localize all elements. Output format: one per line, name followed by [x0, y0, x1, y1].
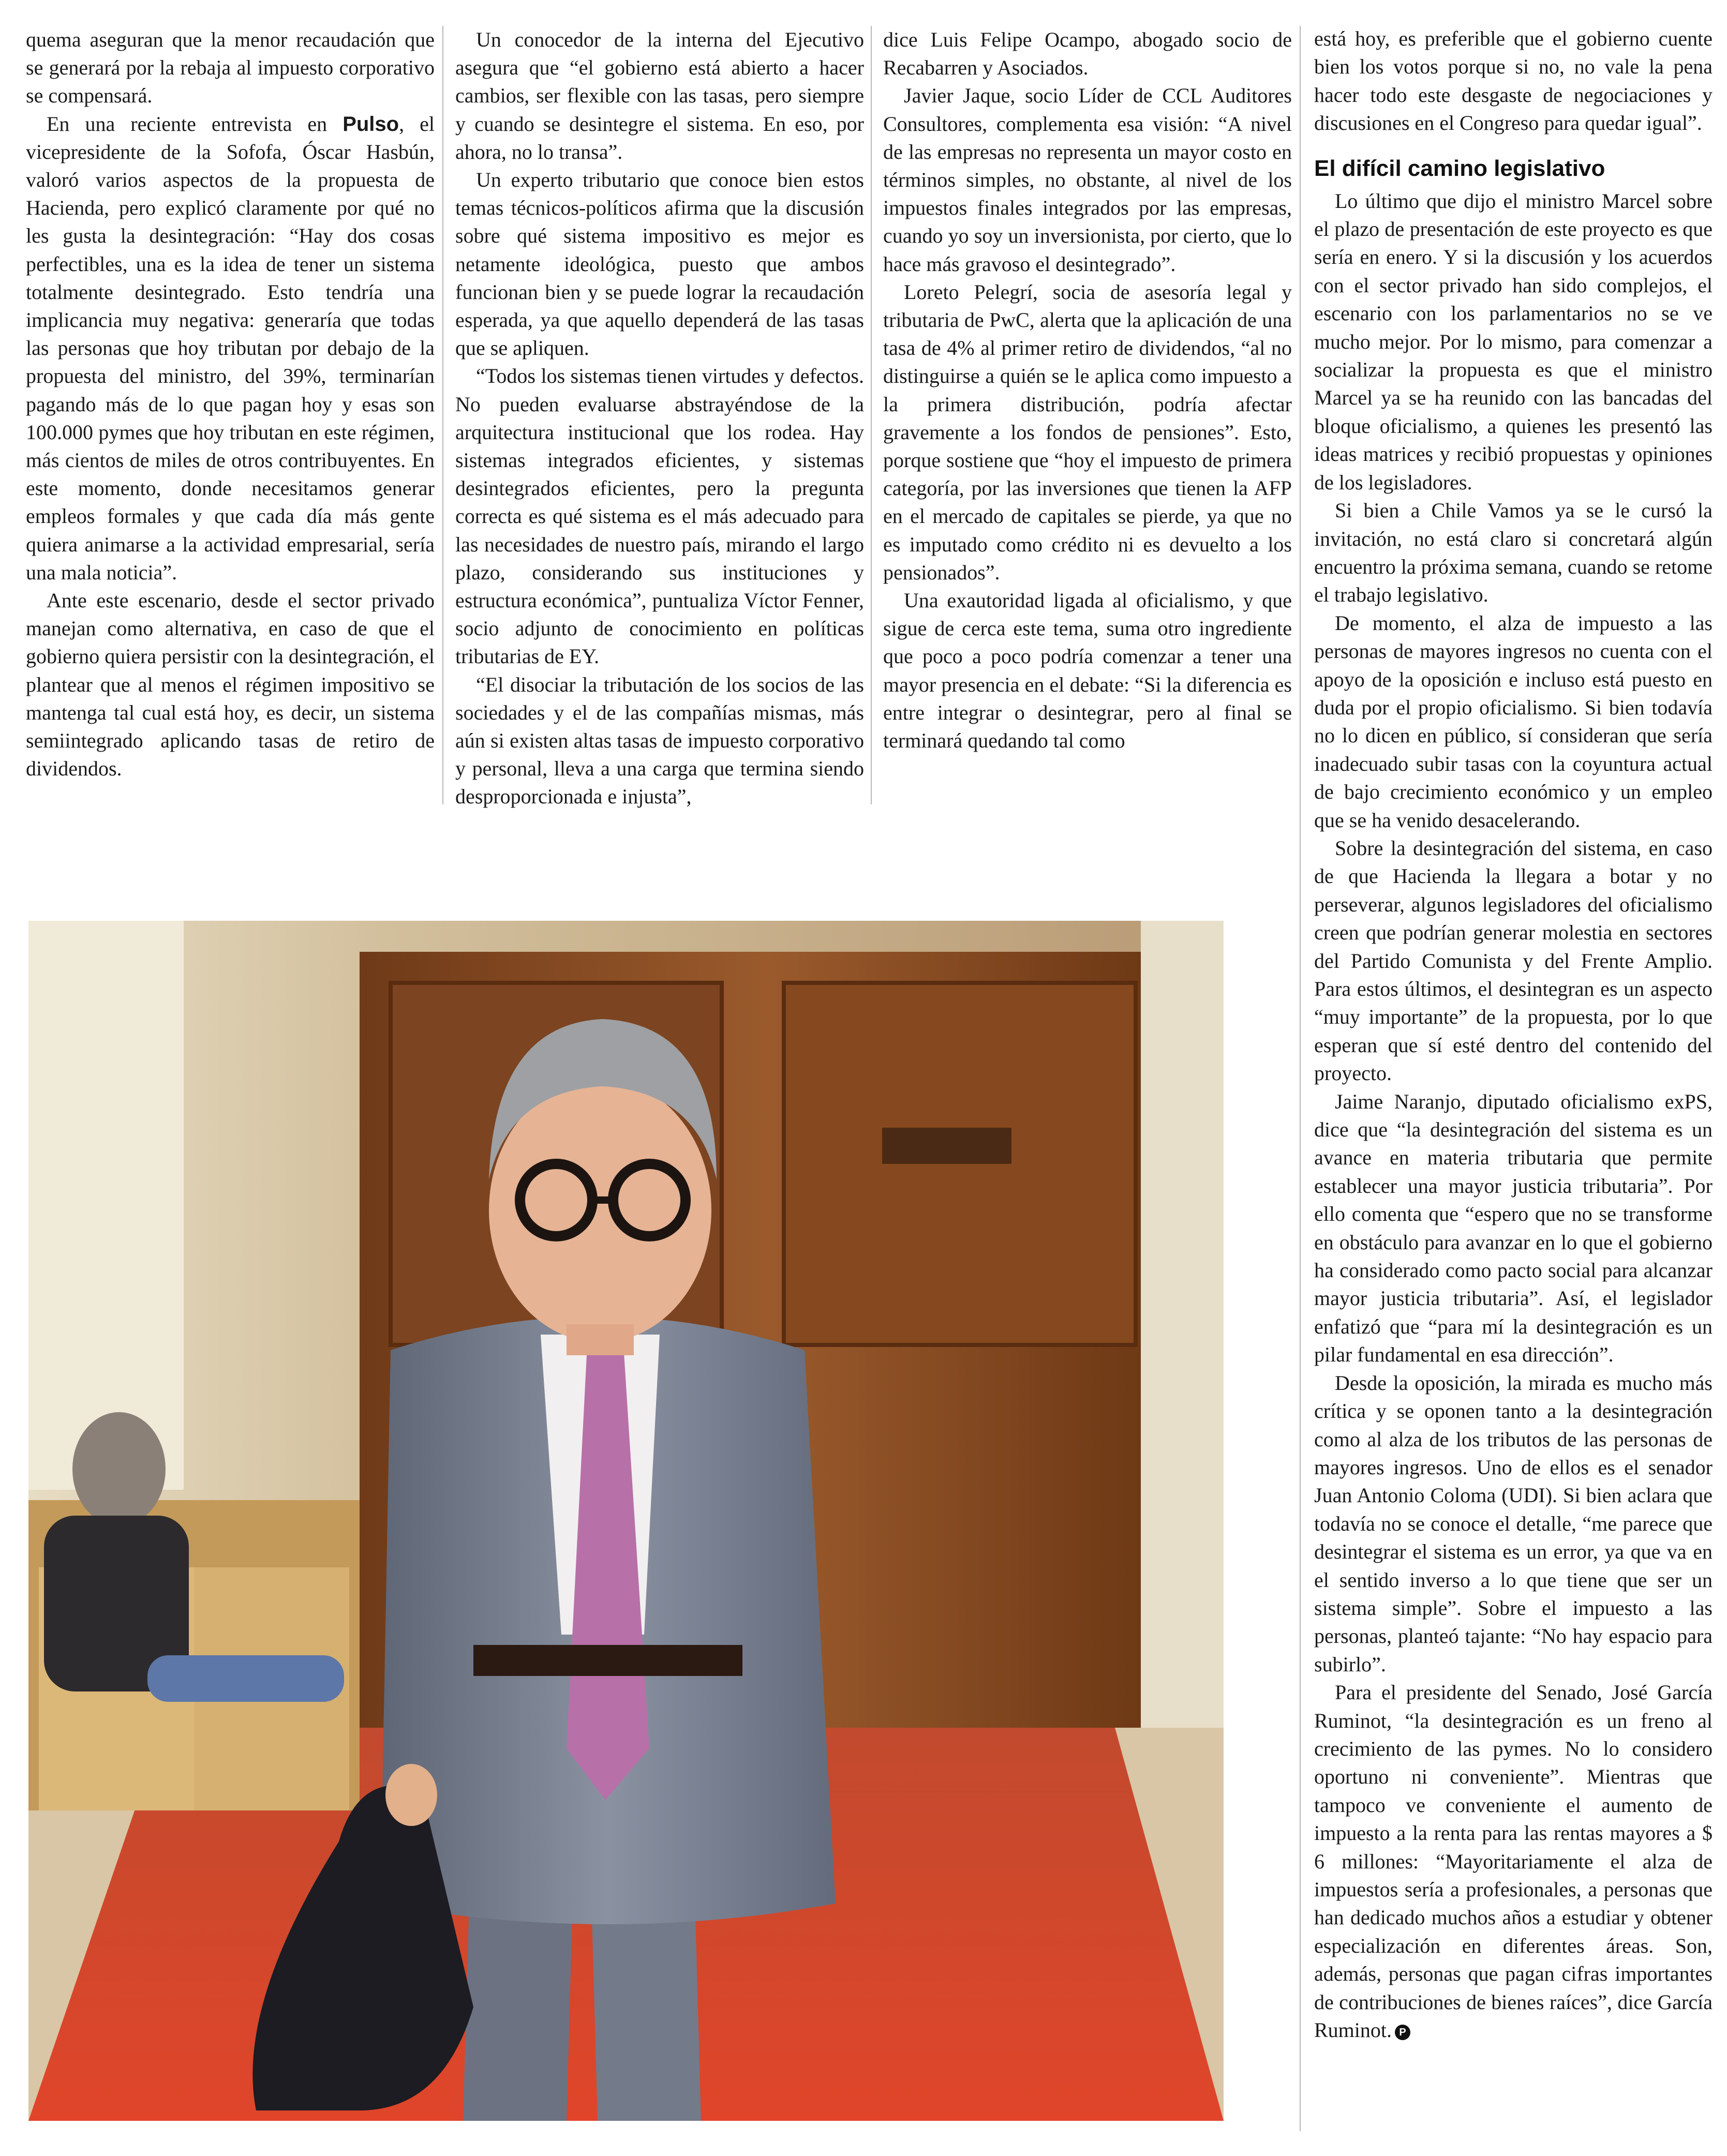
paragraph: Un experto tributario que conoce bien estos temas técnicos-políticos afirma que la discusión sobre qué sistema impositivo es mejor es netamente ideológica, puesto que ambos funcionan bien y se puede lograr la recaudación esperada, ya que aquello dependerá de las tasas que se apliquen.	[455, 168, 864, 360]
paragraph: En una reciente entrevista en Pulso, el vicepresidente de la Sofofa, Óscar Hasbún, valoró varios aspectos de la propuesta de Hacienda, pero explicó claramente por qué no les gusta la desintegración: “Hay dos cosas perfectibles, una es la idea de tener un sistema totalmente desintegrado. Esto tendría una implicancia muy negativa: generaría que todas las personas que hoy tributan por debajo de la propuesta del ministro, del 39%, terminarían pagando más de lo que pagan hoy y esas son 100.000 pymes que hoy tributan en este régimen, más cientos de miles de otros contribuyentes. En este momento, donde necesitamos generar empleos formales y que cada día más gente quiera animarse a la actividad empresarial, sería una mala noticia”.	[26, 112, 435, 584]
paragraph: Loreto Pelegrí, socia de asesoría legal y tributaria de PwC, alerta que la aplicación de una tasa de 4% al primer retiro de dividendos, “al no distinguirse a quién se le aplica como impuesto a la primera distribución, podría afectar gravemente a los fondos de pensiones”. Esto, porque sostiene que “hoy el impuesto de primera categoría, por las inversiones que tienen la AFP en el mercado de capitales se pierde, ya que no es imputado como crédito ni es devuelto a los pensionados”.	[883, 280, 1292, 584]
paragraph: dice Luis Felipe Ocampo, abogado socio de Recabarren y Asociados.	[883, 28, 1292, 80]
article-column-1	[26, 26, 435, 783]
column-divider	[442, 26, 443, 804]
paragraph: Para el presidente del Senado, José García Ruminot, “la desintegración es un freno al crecimiento de las pymes. No lo considero oportuno ni conveniente”. Mientras que tampoco ve conveniente el aumento de impuesto a la renta para las rentas mayores a $ 6 millones: “Mayoritariamente el alza de impuestos sería a profesionales, a personas que han dedicado muchos años a estudiar y obtener especialización en diferentes áreas. Son, además, personas que pagan cifras importantes de contribuciones de bienes raíces”, dice García Ruminot. P	[1314, 1681, 1713, 2042]
paragraph: Una exautoridad ligada al oficialismo, y que sigue de cerca este tema, suma otro ingrediente que poco a poco podría comenzar a tener una mayor presencia en el debate: “Si la diferencia es entre integrar o desintegrar, pero al final se terminará quedando tal como	[883, 589, 1292, 753]
paragraph: Lo último que dijo el ministro Marcel sobre el plazo de presentación de este proyecto es que sería en enero. Y si la discusión y los acuerdos con el sector privado han sido complejos, el escenario con los parlamentarios no se ve mucho mejor. Por lo mismo, para comenzar a socializar la propuesta es que el ministro Marcel ya se ha reunido con las bancadas del bloque oficialismo, a quienes les presentó las ideas matrices y recibió propuestas y opiniones de los legisladores.	[1314, 189, 1713, 494]
article-column-2	[455, 26, 864, 811]
paragraph: Ante este escenario, desde el sector privado manejan como alternativa, en caso de que el gobierno quiera persistir con la desintegración, el plantear que al menos el régimen impositivo se mantenga tal cual está hoy, es decir, un sistema semiintegrado aplicando tasas de retiro de dividendos.	[26, 589, 435, 781]
section-subheading: El difícil camino legislativo	[1314, 155, 1605, 181]
paragraph: “Todos los sistemas tienen virtudes y defectos. No pueden evaluarse abstrayéndose de la arquitectura institucional que los rodea. Hay sistemas integrados eficientes, y sistemas desintegrados eficientes, pero la pregunta correcta es qué sistema es el más adecuado para las necesidades de nuestro país, mirando el largo plazo, considerando sus instituciones y estructura económica”, puntualiza Víctor Fenner, socio adjunto de conocimiento en políticas tributarias de EY.	[455, 364, 864, 668]
paragraph: Desde la oposición, la mirada es mucho más crítica y se oponen tanto a la desintegración como al alza de los tributos de las personas de mayores ingresos. Uno de ellos es el senador Juan Antonio Coloma (UDI). Si bien aclara que todavía no se conoce el detalle, “me parece que desintegrar el sistema es un error, ya que va en el sentido inverso a lo que tiene que ser un sistema simple”. Sobre el impuesto a las personas, planteó tajante: “No hay espacio para subirlo”.	[1314, 1371, 1713, 1676]
column-divider	[871, 26, 872, 804]
paragraph: Un conocedor de la interna del Ejecutivo asegura que “el gobierno está abierto a hacer cambios, ser flexible con las tasas, pero siempre y cuando se desintegre el sistema. En eso, por ahora, no lo transa”.	[455, 28, 864, 163]
paragraph: Javier Jaque, socio Líder de CCL Auditores Consultores, complementa esa visión: “A nivel de las empresas no representa un mayor costo en términos simples, no obstante, al nivel de los impuestos finales integrados por las empresas, cuando yo soy un inversionista, por cierto, que lo hace más gravoso el desintegrado”.	[883, 84, 1292, 276]
column-divider	[1300, 26, 1301, 2131]
paragraph: quema aseguran que la menor recaudación que se generará por la rebaja al impuesto corporativo se compensará.	[26, 28, 435, 108]
article-column-4	[1314, 25, 1713, 2044]
end-of-article-icon: P	[1395, 2025, 1410, 2040]
article-photo	[28, 921, 1224, 2121]
article-column-3	[883, 26, 1292, 755]
photo-minister-walking-hallway	[28, 921, 1224, 2121]
paragraph: “El disociar la tributación de los socios de las sociedades y el de las compañías mismas, más aún si existen altas tasas de impuesto corporativo y personal, lleva a una carga que termina siendo desproporcionada e injusta”,	[455, 672, 864, 808]
paragraph: está hoy, es preferible que el gobierno cuente bien los votos porque si no, no vale la pena hacer todo este desgaste de negociaciones y discusiones en el Congreso para quedar igual”.	[1314, 27, 1713, 135]
paragraph: Jaime Naranjo, diputado oficialismo exPS, dice que “la desintegración del sistema es un avance en materia tributaria que permite establecer una mayor justicia tributaria”. Por ello comenta que “espero que no se transforme en obstáculo para avanzar en lo que el gobierno ha considerado como pacto social para alcanzar mayor justicia tributaria”. Así, el legislador enfatizó que “para mí la desintegración es un pilar fundamental en esa dirección”.	[1314, 1089, 1713, 1367]
paragraph: Si bien a Chile Vamos ya se le cursó la invitación, no está claro si concretará algún encuentro la próxima semana, cuando se retome el trabajo legislativo.	[1314, 499, 1713, 607]
paragraph: De momento, el alza de impuesto a las personas de mayores ingresos no cuenta con el apoyo de la oposición e incluso está puesto en duda por el propio oficialismo. Si bien todavía no lo dicen en público, sí consideran que sería inadecuado subir tasas con la coyuntura actual de bajo crecimiento económico y un empleo que se ha venido desacelerando.	[1314, 611, 1713, 832]
paragraph: Sobre la desintegración del sistema, en caso de que Hacienda la llegara a botar y no perseverar, algunos legisladores del oficialismo creen que podrían generar molestia en sectores del Partido Comunista y del Frente Amplio. Para estos últimos, el desintegran es un aspecto “muy importante” de la propuesta, por lo que esperan que sí esté dentro del contenido del proyecto.	[1314, 836, 1713, 1085]
publication-name: Pulso	[343, 112, 399, 136]
